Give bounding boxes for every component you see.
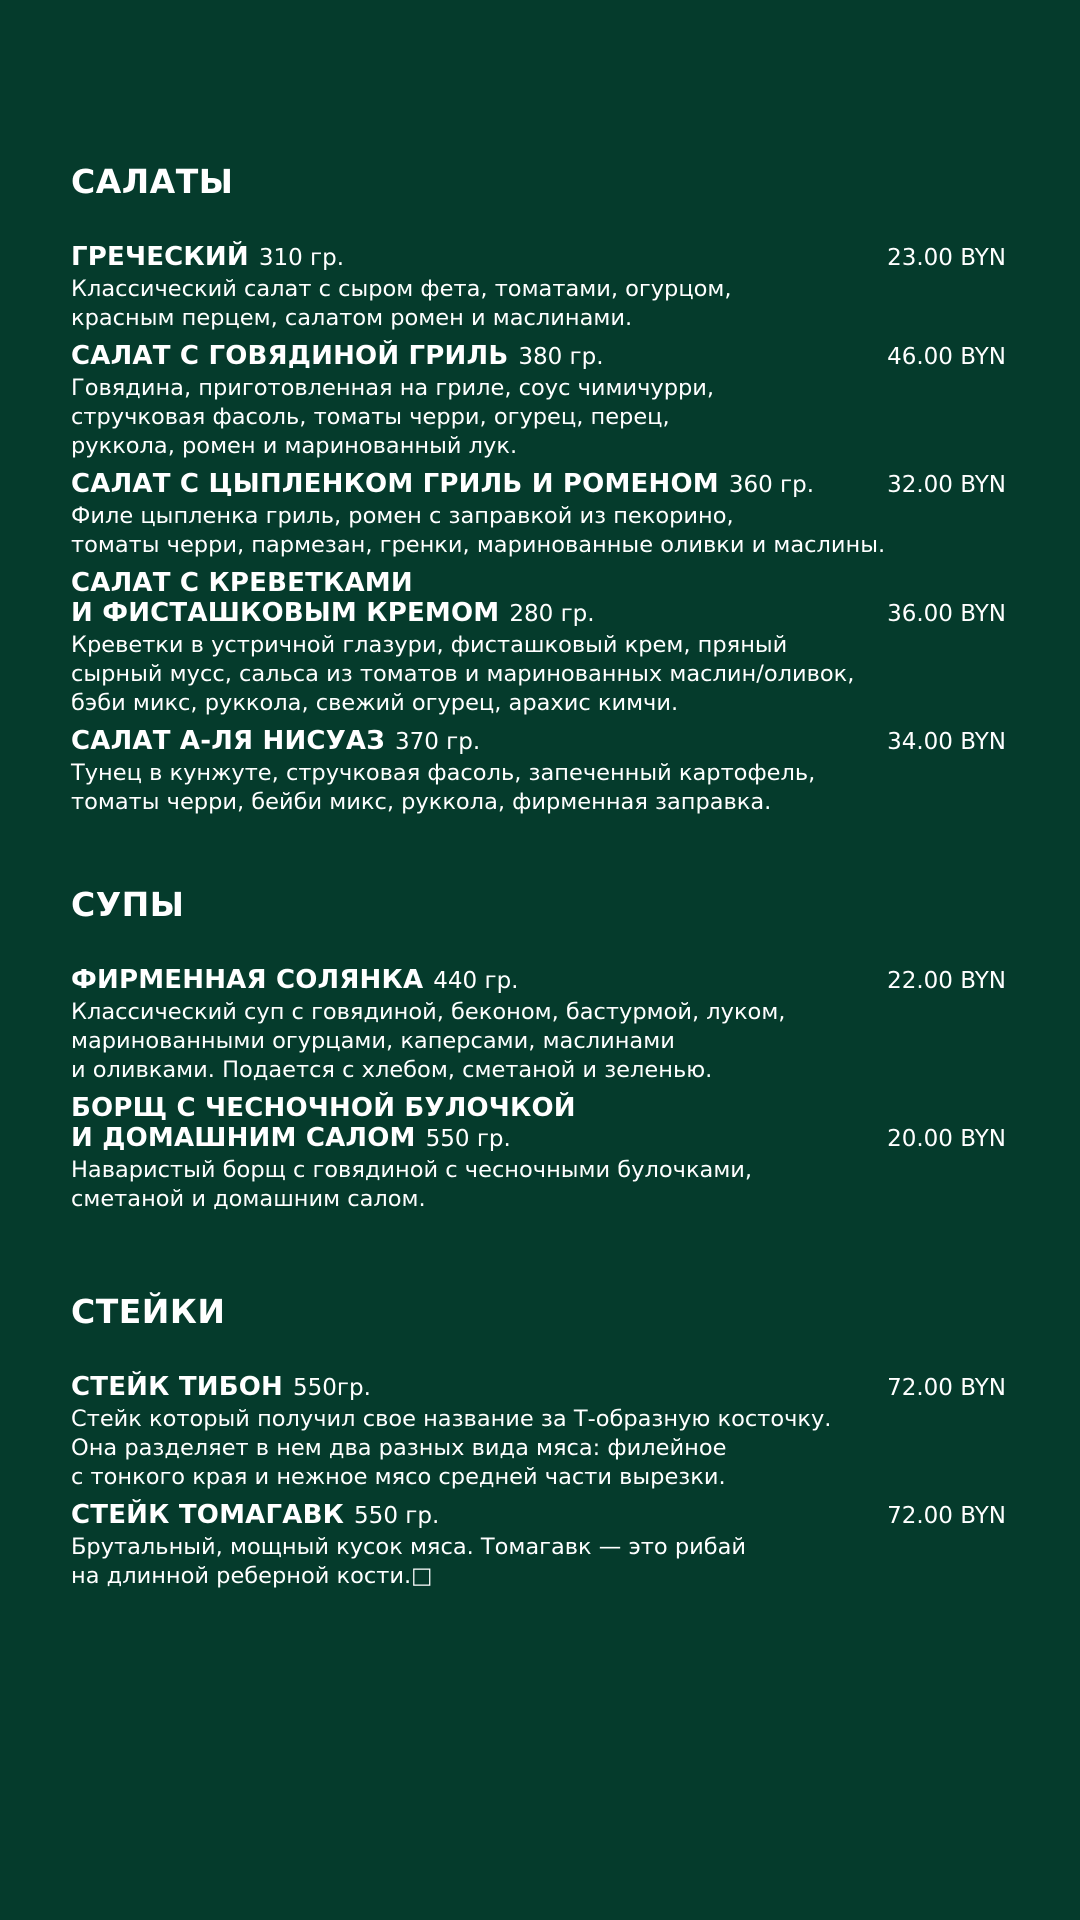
menu-item [71, 1500, 1006, 1591]
item-description: Филе цыпленка гриль, ромен с заправкой из пекорино, томаты черри, пармезан, гренки, маринованные оливки и маслины. [71, 503, 886, 558]
item-name: САЛАТ С ГОВЯДИНОЙ ГРИЛЬ [71, 341, 509, 371]
item-name: БОРЩ С ЧЕСНОЧНОЙ БУЛОЧКОЙ [71, 1093, 576, 1123]
item-price: 46.00 BYN [887, 344, 1006, 370]
item-price: 72.00 BYN [887, 1503, 1006, 1529]
item-price: 20.00 BYN [887, 1126, 1006, 1152]
menu-item [71, 965, 1006, 1085]
section-soups [71, 885, 1006, 1222]
item-price: 36.00 BYN [887, 601, 1006, 627]
section-salads [71, 162, 1006, 825]
item-description: Классический салат с сыром фета, томатами, огурцом, красным перцем, салатом ромен и маслинами. [71, 276, 732, 331]
item-description: Классический суп с говядиной, беконом, бастурмой, луком, маринованными огурцами, каперсами, маслинами и оливками. Подается с хлебом, сметаной и зеленью. [71, 999, 786, 1083]
section-title: СУПЫ [71, 885, 185, 924]
item-name: ГРЕЧЕСКИЙ [71, 242, 249, 272]
item-name: ФИРМЕННАЯ СОЛЯНКА [71, 965, 424, 995]
menu-item [71, 341, 1006, 461]
item-description: Тунец в кунжуте, стручковая фасоль, запеченный картофель, томаты черри, бейби микс, руккола, фирменная заправка. [71, 760, 816, 815]
item-weight: 370 гр. [394, 729, 481, 755]
item-description: Стейк который получил свое название за Т-образную косточку. Она разделяет в нем два разных вида мяса: филейное с тонкого края и нежное мясо средней части вырезки. [71, 1406, 832, 1490]
item-price: 32.00 BYN [887, 472, 1006, 498]
item-weight: 380 гр. [518, 344, 604, 370]
item-name: САЛАТ А-ЛЯ НИСУАЗ [71, 726, 385, 756]
section-title: САЛАТЫ [71, 162, 234, 201]
menu-item [71, 568, 1006, 718]
item-description: Креветки в устричной глазури, фисташковый крем, пряный сырный мусс, сальса из томатов и маринованных маслин/оливок, бэби микс, руккола, свежий огурец, арахис кимчи. [71, 632, 855, 716]
item-name: САЛАТ С КРЕВЕТКАМИ [71, 568, 413, 598]
item-description: Говядина, приготовленная на гриле, соус чимичурри, стручковая фасоль, томаты черри, огурец, перец, руккола, ромен и маринованный лук. [71, 375, 715, 459]
item-price: 34.00 BYN [887, 729, 1006, 755]
item-weight: 550 гр. [354, 1503, 440, 1529]
menu-item [71, 469, 1006, 560]
section-steaks [71, 1292, 1006, 1599]
item-description: Наваристый борщ с говядиной с чесночными булочками, сметаной и домашним салом. [71, 1157, 753, 1212]
item-weight: 440 гр. [433, 968, 519, 994]
item-weight: 280 гр. [509, 601, 595, 627]
menu-item [71, 1372, 1006, 1492]
item-weight: 360 гр. [728, 472, 815, 498]
section-title: СТЕЙКИ [71, 1292, 226, 1331]
menu-item [71, 1093, 1006, 1214]
item-price: 22.00 BYN [887, 968, 1006, 994]
item-weight: 310 гр. [258, 245, 345, 271]
item-weight: 550гр. [293, 1375, 371, 1401]
item-name-continued: И ДОМАШНИМ САЛОМ [71, 1123, 416, 1153]
item-price: 23.00 BYN [887, 245, 1006, 271]
menu-item [71, 242, 1006, 333]
item-weight: 550 гр. [425, 1126, 511, 1152]
item-name: СТЕЙК ТИБОН [71, 1372, 284, 1402]
item-description: Брутальный, мощный кусок мяса. Томагавк — это рибай на длинной реберной кости.□ [71, 1534, 747, 1589]
menu-item [71, 726, 1006, 817]
item-name: СТЕЙК ТОМАГАВК [71, 1500, 345, 1530]
item-name: САЛАТ С ЦЫПЛЕНКОМ ГРИЛЬ И РОМЕНОМ [71, 469, 719, 499]
item-name-continued: И ФИСТАШКОВЫМ КРЕМОМ [71, 598, 500, 628]
item-price: 72.00 BYN [887, 1375, 1006, 1401]
